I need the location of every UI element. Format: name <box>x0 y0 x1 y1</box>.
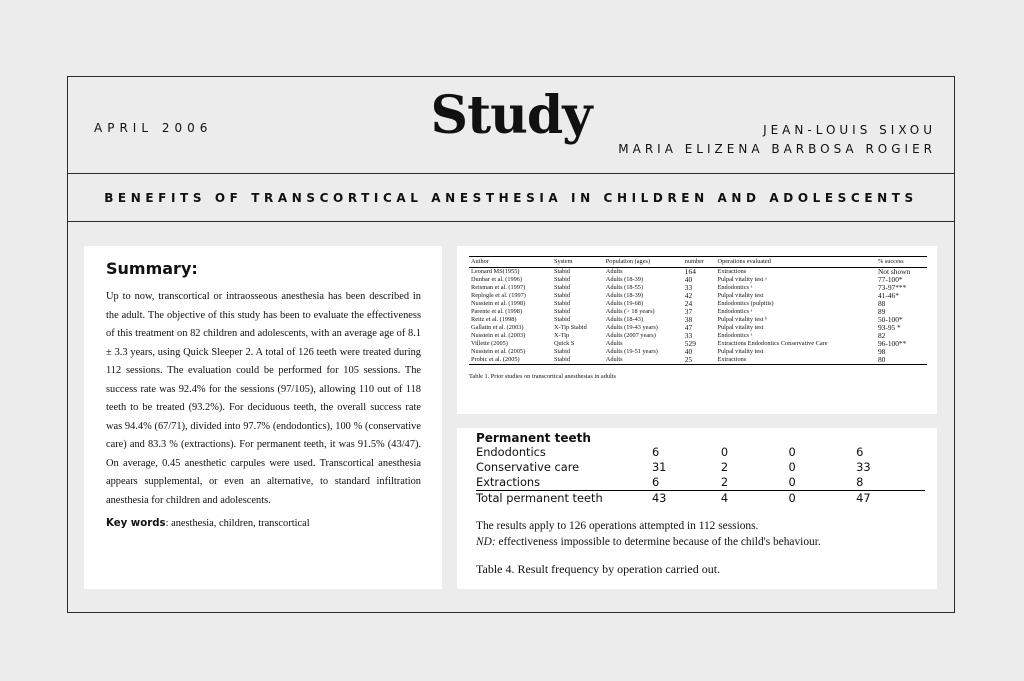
table1-cell: Quick S <box>553 340 575 347</box>
result-frequency-table <box>476 445 925 506</box>
table1-cell: 88 <box>877 299 886 308</box>
table4-cell: 31 <box>651 460 667 474</box>
table4-cell: 4 <box>721 491 789 507</box>
table1-cell: 33 <box>684 283 693 292</box>
article-title: BENEFITS OF TRANSCORTICAL ANESTHESIA IN CHILDREN AND ADOLESCENTS <box>68 174 954 222</box>
table1-cell: Extractions Endodontics Conservative Care <box>717 340 828 347</box>
table1-cell: 98 <box>877 347 886 356</box>
table1-cell: Nusstein et al. (2003) <box>471 332 526 339</box>
table1-cell: Gallatin et al. (2003) <box>471 324 524 331</box>
table1-cell: 25 <box>683 356 716 365</box>
table4-cell: 2 <box>720 475 729 489</box>
table4-cell: 0 <box>788 475 796 489</box>
table1-cell: 164 <box>684 267 696 276</box>
table1-cell: Pulpal vitality test ᵃ <box>717 276 767 283</box>
table1-cell: 33 <box>684 331 693 340</box>
table1-cell: 24 <box>684 299 693 308</box>
summary-heading: Summary: <box>106 259 198 278</box>
table4-cell: 6 <box>651 445 660 459</box>
table1-cell: Stabid <box>553 268 571 275</box>
table1-cell: Reitz et al. (1998) <box>471 316 517 323</box>
table1-cell: Not shown <box>877 267 911 276</box>
table1-cell: Extractions <box>717 268 747 275</box>
table1-cell: Adults (19-68) <box>605 300 644 307</box>
table4-cell: 0 <box>788 445 796 459</box>
table1-cell: 42 <box>684 291 693 300</box>
table1-row <box>469 276 927 284</box>
table1-row <box>469 308 927 316</box>
table1-row <box>469 284 927 292</box>
table1-cell: Stabid <box>552 356 604 365</box>
table1-cell: 40 <box>684 275 693 284</box>
table4-cell: 2 <box>720 460 729 474</box>
table4-cell: 43 <box>652 491 721 507</box>
table1-cell: Pulpal vitality test <box>717 324 764 331</box>
table4-panel <box>457 428 937 589</box>
table1-cell: Stabid <box>553 292 571 299</box>
table1-cell: Stabid <box>553 300 571 307</box>
table4-notes <box>476 518 925 550</box>
authors <box>618 121 936 159</box>
table1-header-cell: Author <box>469 257 552 268</box>
table1-cell: 50-100* <box>877 315 903 324</box>
table1-cell: 529 <box>684 339 696 348</box>
table1-cell: Endodontics ᵃ <box>717 284 753 291</box>
nd-label: ND: <box>476 536 496 548</box>
summary-text: Up to now, transcortical or intraosseous anesthesia has been described in the adult. The objective of this study has been to evaluate the effectiveness of this treatment on 82 children and adolescents, with an average age of 8.1 ± 3.3 years, using Quick Sleeper 2. A total of 126 teeth were treated during 112 sessions. The evaluation could be performed for 105 sessions. The success rate was 92.4% for the sessions (97/105), allowing 110 out of 118 teeth to be treated (93.2%). For deciduous teeth, the overall success rate was 94.4% (67/71), divided into 97.7% (endodontics), 100 % (conservative care) and 83.3 % (extractions). For permanent teeth, it was 91.5% (43/47). On average, 0.45 anesthetic carpules were used. Transcortical anesthesia appears supplemental, or even an alternative, to standard infiltration anesthesia for children and adolescents. <box>106 291 421 506</box>
table1-cell: Pulpal vitality test <box>717 348 764 355</box>
table1-caption: Table 1. Prior studies on transcortical anesthesias in adults <box>469 373 616 380</box>
table1-cell: Villette (2005) <box>471 340 508 347</box>
table1-cell: Stabid <box>553 316 571 323</box>
table1-header-cell: % success <box>876 257 927 268</box>
table1-cell: Adults (19-51 years) <box>605 348 658 355</box>
table1-cell: Probic et al. (2005) <box>469 356 552 365</box>
table4-cell: 33 <box>856 460 871 474</box>
table1-cell: Endodontics (pulpitis) <box>717 300 774 307</box>
table1-cell: 93-95 * <box>877 323 901 332</box>
page-frame <box>67 76 955 613</box>
table1-cell: Stabid <box>553 276 571 283</box>
table1-cell: Leonard MS(1955) <box>471 268 520 275</box>
table1-cell: Extractions <box>716 356 876 365</box>
table1-cell: Endodontics ᵃ <box>717 308 753 315</box>
table1-cell: Pulpal vitality test ᵇ <box>717 316 767 323</box>
table1-cell: Pulpal vitality test <box>717 292 764 299</box>
table1-row <box>469 348 927 356</box>
table4-cell: Endodontics <box>476 445 546 459</box>
table1-row <box>469 292 927 300</box>
table1-cell: 82 <box>877 331 886 340</box>
permanent-teeth-heading: Permanent teeth <box>476 431 591 445</box>
table1-cell: Adults (18-39) <box>605 276 644 283</box>
table1-row <box>469 300 927 308</box>
header <box>68 77 954 174</box>
table1-cell: Stabid <box>553 348 571 355</box>
table1-cell: 96-100** <box>877 339 907 348</box>
table1-cell: Stabid <box>553 284 571 291</box>
table1-cell: 41-46* <box>877 291 899 300</box>
table1-cell: 37 <box>684 307 693 316</box>
table1-row <box>469 268 927 277</box>
table1-row <box>469 332 927 340</box>
table1-header-cell: number <box>683 257 716 268</box>
table1-cell: Adults <box>605 268 623 275</box>
table1-cell: Parente et al. (1998) <box>471 308 523 315</box>
table1-cell: Reisman et al. (1997) <box>471 284 526 291</box>
table1-cell: Replogle et al. (1997) <box>471 292 526 299</box>
table1-cell: Adults <box>605 340 623 347</box>
table4-cell: 8 <box>856 475 864 489</box>
table1-cell: Dunbar et al. (1996) <box>471 276 523 283</box>
table1-row <box>469 316 927 324</box>
table4-cell: 6 <box>856 445 864 459</box>
table1-cell: 77-100* <box>877 275 903 284</box>
author-2: MARIA ELIZENA BARBOSA ROGIER <box>618 142 936 156</box>
table1-panel <box>457 246 937 414</box>
table1-row <box>469 356 927 365</box>
summary-panel <box>84 246 442 589</box>
table1-cell: X-Tip Stabid <box>553 324 587 331</box>
table1-header-cell: Population (ages) <box>604 257 683 268</box>
table1-header-cell: Operations evaluated <box>716 257 876 268</box>
table1-cell: Nusstein et al. (1998) <box>471 300 526 307</box>
table4-cell: Conservative care <box>476 460 580 474</box>
table1-cell: Adults (18-43) <box>605 316 644 323</box>
table1-cell: 38 <box>684 315 693 324</box>
note-operations: The results apply to 126 operations attempted in 112 sessions. <box>476 520 759 532</box>
table1-cell: Adults (> 18 years) <box>605 308 655 315</box>
issue-date: APRIL 2006 <box>94 121 213 135</box>
keywords-text: : anesthesia, children, transcortical <box>165 518 310 529</box>
nd-text: effectiveness impossible to determine because of the child's behaviour. <box>495 536 821 548</box>
keywords <box>106 518 421 529</box>
author-1: JEAN-LOUIS SIXOU <box>763 123 936 137</box>
table1-cell: Adults <box>604 356 683 365</box>
table4-cell: 0 <box>720 445 729 459</box>
table1-row <box>469 324 927 332</box>
prior-studies-table <box>469 256 927 365</box>
magazine-logo: Study <box>430 85 592 146</box>
table1-cell: Adults (18-55) <box>605 284 644 291</box>
table1-cell: Adults (2007 years) <box>605 332 656 339</box>
keywords-label: Key words <box>106 518 166 529</box>
table4-row <box>476 491 925 507</box>
table1-cell: Adults (18-39) <box>605 292 644 299</box>
table4-cell: Total permanent teeth <box>476 491 652 507</box>
table1-header-cell: System <box>552 257 604 268</box>
table1-cell: Endodontics ᵃ <box>717 332 753 339</box>
table4-cell: 0 <box>788 460 796 474</box>
table1-cell: Adults (19-43 years) <box>605 324 658 331</box>
table4-cell: 6 <box>651 475 660 489</box>
table4-caption: Table 4. Result frequency by operation carried out. <box>476 562 721 576</box>
note-nd <box>476 534 925 550</box>
table1-cell: 80 <box>876 356 927 365</box>
table1-cell: Nusstein et al. (2005) <box>471 348 526 355</box>
table1-cell: 73-97*** <box>877 283 907 292</box>
table4-row <box>476 475 925 491</box>
table4-cell: 47 <box>856 491 925 507</box>
table1-cell: 89 <box>877 307 886 316</box>
table1-cell: 40 <box>684 347 693 356</box>
table4-row <box>476 460 925 475</box>
table1-cell: 47 <box>684 323 693 332</box>
table1-cell: Stabid <box>553 308 571 315</box>
table1-row <box>469 340 927 348</box>
table4-row <box>476 445 925 460</box>
table4-cell: Extractions <box>476 475 541 489</box>
table4-cell: 0 <box>788 491 856 507</box>
table1-cell: X-Tip <box>553 332 570 339</box>
